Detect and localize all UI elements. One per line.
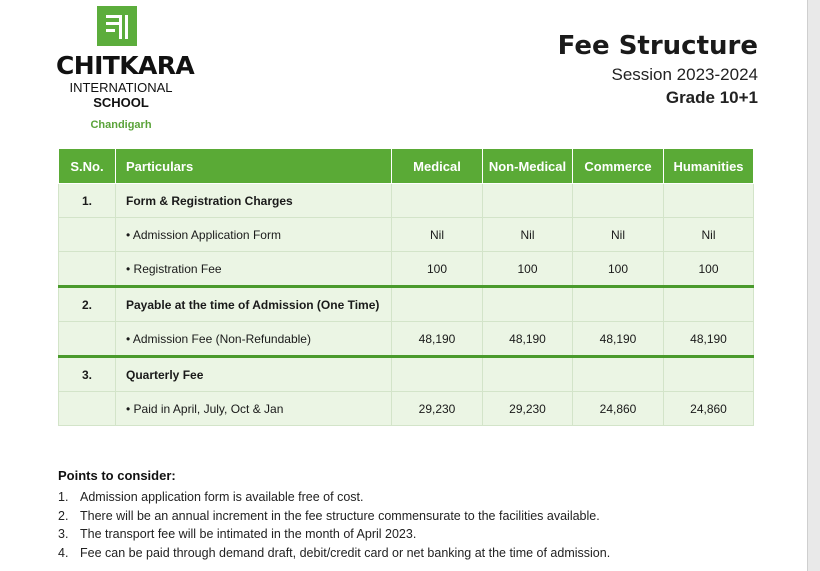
- cell-medical: Nil: [392, 218, 483, 252]
- column-header-humanities: Humanities: [664, 149, 754, 184]
- points-section: [58, 467, 778, 562]
- fee-table: [58, 148, 754, 426]
- table-row-quarterly-fee: [59, 357, 754, 392]
- cell-humanities: Nil: [664, 218, 754, 252]
- cell-non-medical: [483, 287, 573, 322]
- school-brand: [56, 51, 195, 132]
- table-header-row: [59, 149, 754, 184]
- list-item: [58, 525, 778, 544]
- cell-non-medical: [483, 357, 573, 392]
- list-item: [58, 488, 778, 507]
- row-particular: • Admission Application Form: [116, 218, 392, 252]
- row-sno: [59, 392, 116, 426]
- school-name: CHITKARA: [56, 51, 195, 80]
- cell-medical: [392, 357, 483, 392]
- table-row-form-registration: [59, 184, 754, 218]
- cell-non-medical: 100: [483, 252, 573, 287]
- cell-commerce: Nil: [573, 218, 664, 252]
- cell-non-medical: [483, 184, 573, 218]
- row-sno: [59, 252, 116, 287]
- session-label: Session 2023-2024: [611, 65, 758, 84]
- cell-humanities: [664, 357, 754, 392]
- cell-humanities: 100: [664, 252, 754, 287]
- page-edge: [807, 0, 820, 571]
- row-particular: • Admission Fee (Non-Refundable): [116, 322, 392, 357]
- row-particular: • Paid in April, July, Oct & Jan: [116, 392, 392, 426]
- table-row-registration-fee: [59, 252, 754, 287]
- row-particular: Quarterly Fee: [116, 357, 392, 392]
- table-row-admission-form: [59, 218, 754, 252]
- row-particular: • Registration Fee: [116, 252, 392, 287]
- column-header-commerce: Commerce: [573, 149, 664, 184]
- cell-non-medical: 48,190: [483, 322, 573, 357]
- row-particular: Form & Registration Charges: [116, 184, 392, 218]
- list-item: [58, 507, 778, 526]
- point-text: The transport fee will be intimated in the month of April 2023.: [80, 527, 417, 541]
- cell-humanities: 24,860: [664, 392, 754, 426]
- points-title: Points to consider:: [58, 468, 176, 483]
- row-particular: Payable at the time of Admission (One Time): [116, 287, 392, 322]
- column-header-sno: S.No.: [59, 149, 116, 184]
- cell-medical: [392, 287, 483, 322]
- page-title: Fee Structure: [557, 31, 758, 61]
- school-name-line1: INTERNATIONAL: [69, 80, 173, 95]
- table-row-payable-admission: [59, 287, 754, 322]
- column-header-particulars: Particulars: [116, 149, 392, 184]
- cell-non-medical: 29,230: [483, 392, 573, 426]
- cell-humanities: [664, 287, 754, 322]
- cell-commerce: 48,190: [573, 322, 664, 357]
- point-text: Fee can be paid through demand draft, debit/credit card or net banking at the time of admission.: [80, 545, 611, 560]
- cell-medical: [392, 184, 483, 218]
- school-logo-icon: [97, 6, 137, 46]
- school-city: Chandigarh: [90, 119, 152, 131]
- row-sno: [59, 322, 116, 357]
- cell-medical: 48,190: [392, 322, 483, 357]
- row-sno: 2.: [59, 287, 116, 322]
- cell-commerce: 24,860: [573, 392, 664, 426]
- column-header-non-medical: Non-Medical: [483, 149, 573, 184]
- title-block: [558, 30, 758, 109]
- cell-commerce: [573, 357, 664, 392]
- table-row-admission-fee: [59, 322, 754, 357]
- cell-commerce: 100: [573, 252, 664, 287]
- point-number: 4.: [58, 545, 69, 560]
- cell-humanities: 48,190: [664, 322, 754, 357]
- cell-non-medical: Nil: [483, 218, 573, 252]
- cell-humanities: [664, 184, 754, 218]
- column-header-medical: Medical: [392, 149, 483, 184]
- cell-commerce: [573, 287, 664, 322]
- point-text: Admission application form is available free of cost.: [80, 490, 364, 504]
- table-row-quarterly-paid: [59, 392, 754, 426]
- cell-medical: 100: [392, 252, 483, 287]
- school-name-line2: SCHOOL: [93, 95, 149, 110]
- row-sno: 1.: [59, 184, 116, 218]
- list-item: [58, 544, 778, 563]
- point-number: 1.: [58, 490, 69, 504]
- row-sno: [59, 218, 116, 252]
- point-number: 3.: [58, 527, 69, 541]
- cell-commerce: [573, 184, 664, 218]
- cell-medical: 29,230: [392, 392, 483, 426]
- grade-label: Grade 10+1: [665, 88, 758, 107]
- row-sno: 3.: [59, 357, 116, 392]
- point-text: There will be an annual increment in the fee structure commensurate to the facilities available.: [80, 508, 600, 523]
- point-number: 2.: [58, 508, 69, 523]
